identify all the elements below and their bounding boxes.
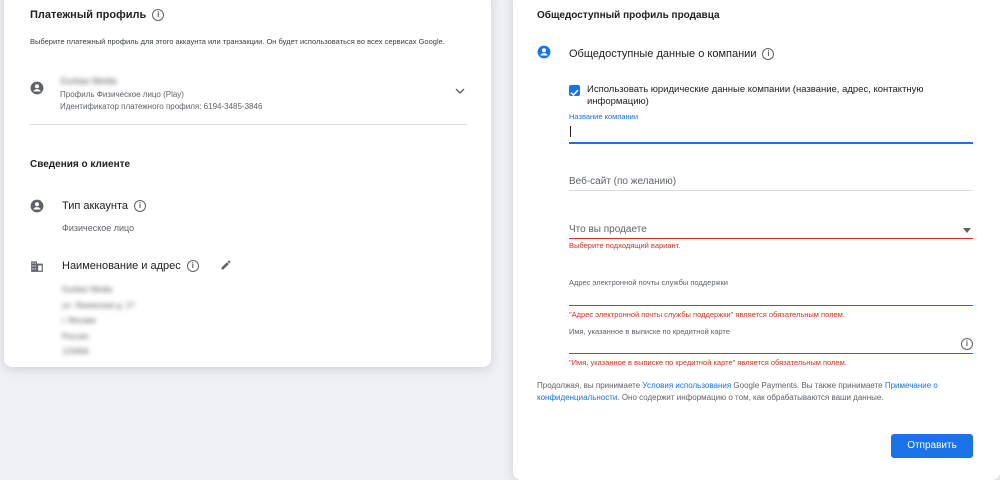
- account-circle-icon: [30, 199, 44, 213]
- customer-info-title: Сведения о клиенте: [30, 159, 131, 170]
- submit-button[interactable]: Отправить: [891, 434, 973, 458]
- terms-of-service-link[interactable]: Условия использования: [642, 381, 732, 390]
- payment-profile-selector[interactable]: [30, 76, 467, 116]
- profile-name: Gurbax Media: [60, 76, 117, 86]
- chevron-down-icon: [455, 87, 465, 95]
- terms-text: Продолжая, вы принимаете Условия использования Google Payments. Вы также принимаете Примечание о конфиденциальности. Оно содержит информацию о том, как обрабатываются ваши данные.: [537, 381, 938, 402]
- text-cursor: [570, 126, 571, 137]
- info-icon[interactable]: i: [961, 338, 973, 350]
- dropdown-arrow-icon: [963, 228, 971, 233]
- company-name-input[interactable]: [569, 142, 973, 144]
- info-icon[interactable]: i: [134, 200, 146, 212]
- account-circle-icon: [30, 81, 44, 95]
- what-you-sell-underline: [569, 238, 973, 239]
- profile-type: Профиль Физическое лицо (Play): [60, 90, 184, 99]
- profile-id: Идентификатор платежного профиля: 6194-3485-3846: [60, 102, 263, 111]
- account-circle-icon: [537, 45, 551, 59]
- info-icon[interactable]: i: [152, 9, 164, 21]
- company-name-label: Название компании: [569, 112, 639, 121]
- account-type-value: Физическое лицо: [62, 223, 135, 233]
- payment-profile-card: [4, 0, 491, 367]
- divider: [30, 124, 467, 125]
- legal-data-checkbox-label: Использовать юридические данные компании (название, адрес, контактную информацию): [587, 84, 924, 107]
- business-icon: [30, 260, 44, 272]
- edit-pencil-icon[interactable]: [220, 259, 232, 271]
- info-icon[interactable]: i: [187, 260, 199, 272]
- payment-profile-description: Выберите платежный профиль для этого аккаунта или транзакции. Он будет использоваться во всех сервисах Google.: [30, 37, 445, 46]
- privacy-notice-link[interactable]: Примечание о конфиденциальности: [537, 381, 938, 402]
- what-you-sell-select[interactable]: Что вы продаете: [569, 224, 647, 235]
- checkmark-icon: [569, 87, 580, 98]
- support-email-underline: [569, 305, 973, 306]
- support-email-input[interactable]: Адрес электронной почты службы поддержки: [569, 278, 729, 287]
- payment-profile-title: Платежный профиль i: [30, 9, 164, 21]
- legal-data-checkbox[interactable]: [569, 85, 580, 96]
- card-name-input[interactable]: Имя, указанное в выписке по кредитной карте: [569, 327, 730, 336]
- support-email-error: "Адрес электронной почты службы поддержки" является обязательным полем.: [569, 310, 845, 319]
- card-name-error: "Имя, указанное в выписке по кредитной карте" является обязательным полем.: [569, 358, 847, 367]
- name-address-label: Наименование и адрес i: [62, 260, 199, 272]
- website-input[interactable]: Веб-сайт (по желанию): [569, 176, 677, 187]
- website-input-underline: [569, 190, 973, 191]
- info-icon[interactable]: i: [762, 48, 774, 60]
- company-data-section-title: Общедоступные данные о компании i: [569, 48, 774, 60]
- what-you-sell-error: Выберите подходящий вариант.: [569, 241, 681, 250]
- seller-profile-title: Общедоступный профиль продавца: [537, 10, 720, 21]
- card-name-underline: [569, 353, 973, 354]
- address-lines: Gurbax Media ул. Ленинская д. 17 г. Москва Россия 123456: [62, 285, 135, 356]
- seller-profile-card: [513, 0, 1000, 480]
- account-type-label: Тип аккаунта i: [62, 200, 146, 212]
